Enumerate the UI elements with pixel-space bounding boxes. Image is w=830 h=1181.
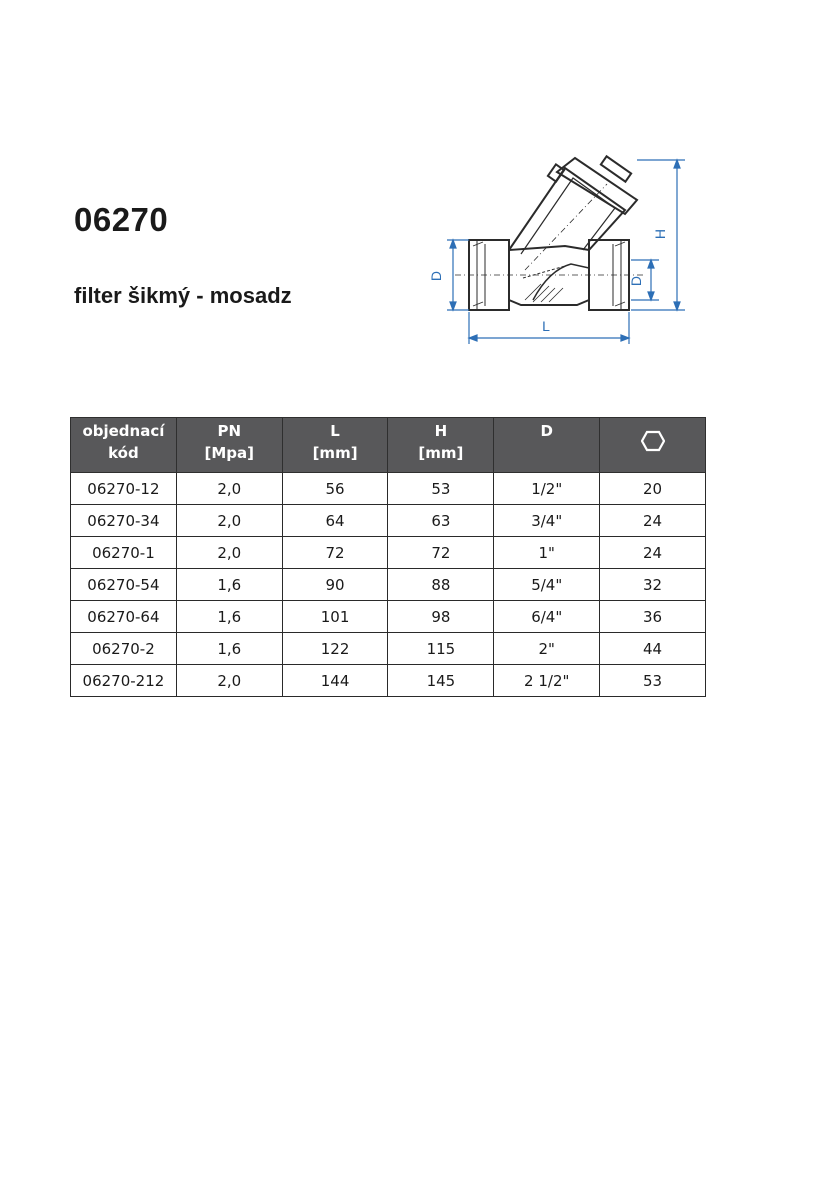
table-row [71, 473, 706, 505]
cell-order-code: 06270-34 [71, 505, 177, 537]
dim-label-h: H [652, 228, 668, 240]
cell-d: 1/2" [494, 473, 600, 505]
col-h [388, 418, 494, 473]
col-hex [600, 418, 706, 473]
col-l [282, 418, 388, 473]
cell-order-code: 06270-1 [71, 537, 177, 569]
cell-order-code: 06270-212 [71, 665, 177, 697]
cell-hex: 24 [600, 505, 706, 537]
cell-l: 56 [282, 473, 388, 505]
cell-hex: 20 [600, 473, 706, 505]
dim-label-d-left: D [428, 270, 444, 282]
cell-l: 64 [282, 505, 388, 537]
cell-hex: 32 [600, 569, 706, 601]
cell-l: 122 [282, 633, 388, 665]
header-text: [mm] [418, 444, 464, 462]
cell-pn: 1,6 [176, 601, 282, 633]
cell-h: 63 [388, 505, 494, 537]
header-text: objednací [82, 422, 165, 440]
cell-d: 6/4" [494, 601, 600, 633]
cell-h: 145 [388, 665, 494, 697]
table-header-row [71, 418, 706, 473]
table-row [71, 665, 706, 697]
cell-d: 2 1/2" [494, 665, 600, 697]
header-text: L [330, 422, 340, 440]
cell-pn: 2,0 [176, 505, 282, 537]
cell-order-code: 06270-12 [71, 473, 177, 505]
technical-drawing [425, 150, 695, 350]
cell-hex: 24 [600, 537, 706, 569]
cell-h: 53 [388, 473, 494, 505]
hexagon-icon [602, 420, 703, 458]
col-pn [176, 418, 282, 473]
header-text: [Mpa] [204, 444, 254, 462]
table-row [71, 601, 706, 633]
cell-h: 88 [388, 569, 494, 601]
cell-d: 3/4" [494, 505, 600, 537]
header-text: D [540, 422, 553, 440]
valve-body [469, 156, 637, 310]
cell-h: 72 [388, 537, 494, 569]
product-name: filter šikmý - mosadz [74, 283, 292, 308]
cell-hex: 44 [600, 633, 706, 665]
cell-hex: 53 [600, 665, 706, 697]
cell-h: 98 [388, 601, 494, 633]
col-d [494, 418, 600, 473]
col-order-code [71, 418, 177, 473]
cell-order-code: 06270-64 [71, 601, 177, 633]
table-row [71, 505, 706, 537]
cell-h: 115 [388, 633, 494, 665]
table-row [71, 633, 706, 665]
cell-d: 5/4" [494, 569, 600, 601]
cell-l: 72 [282, 537, 388, 569]
cell-pn: 2,0 [176, 537, 282, 569]
cell-l: 90 [282, 569, 388, 601]
center-lines [455, 184, 645, 275]
cell-l: 144 [282, 665, 388, 697]
cell-l: 101 [282, 601, 388, 633]
table-row [71, 537, 706, 569]
cell-order-code: 06270-54 [71, 569, 177, 601]
cell-pn: 1,6 [176, 569, 282, 601]
cell-d: 2" [494, 633, 600, 665]
section-hatching [473, 242, 625, 306]
product-code: 06270 [74, 201, 169, 238]
cell-d: 1" [494, 537, 600, 569]
cell-hex: 36 [600, 601, 706, 633]
cell-order-code: 06270-2 [71, 633, 177, 665]
dim-label-l: L [542, 318, 550, 334]
dim-label-d-right: D [628, 275, 644, 287]
cell-pn: 1,6 [176, 633, 282, 665]
table-row [71, 569, 706, 601]
header-text: kód [108, 444, 139, 462]
header-text: PN [217, 422, 242, 440]
header-text: [mm] [312, 444, 358, 462]
spec-table [70, 417, 706, 697]
cell-pn: 2,0 [176, 665, 282, 697]
cell-pn: 2,0 [176, 473, 282, 505]
header-text: H [434, 422, 448, 440]
